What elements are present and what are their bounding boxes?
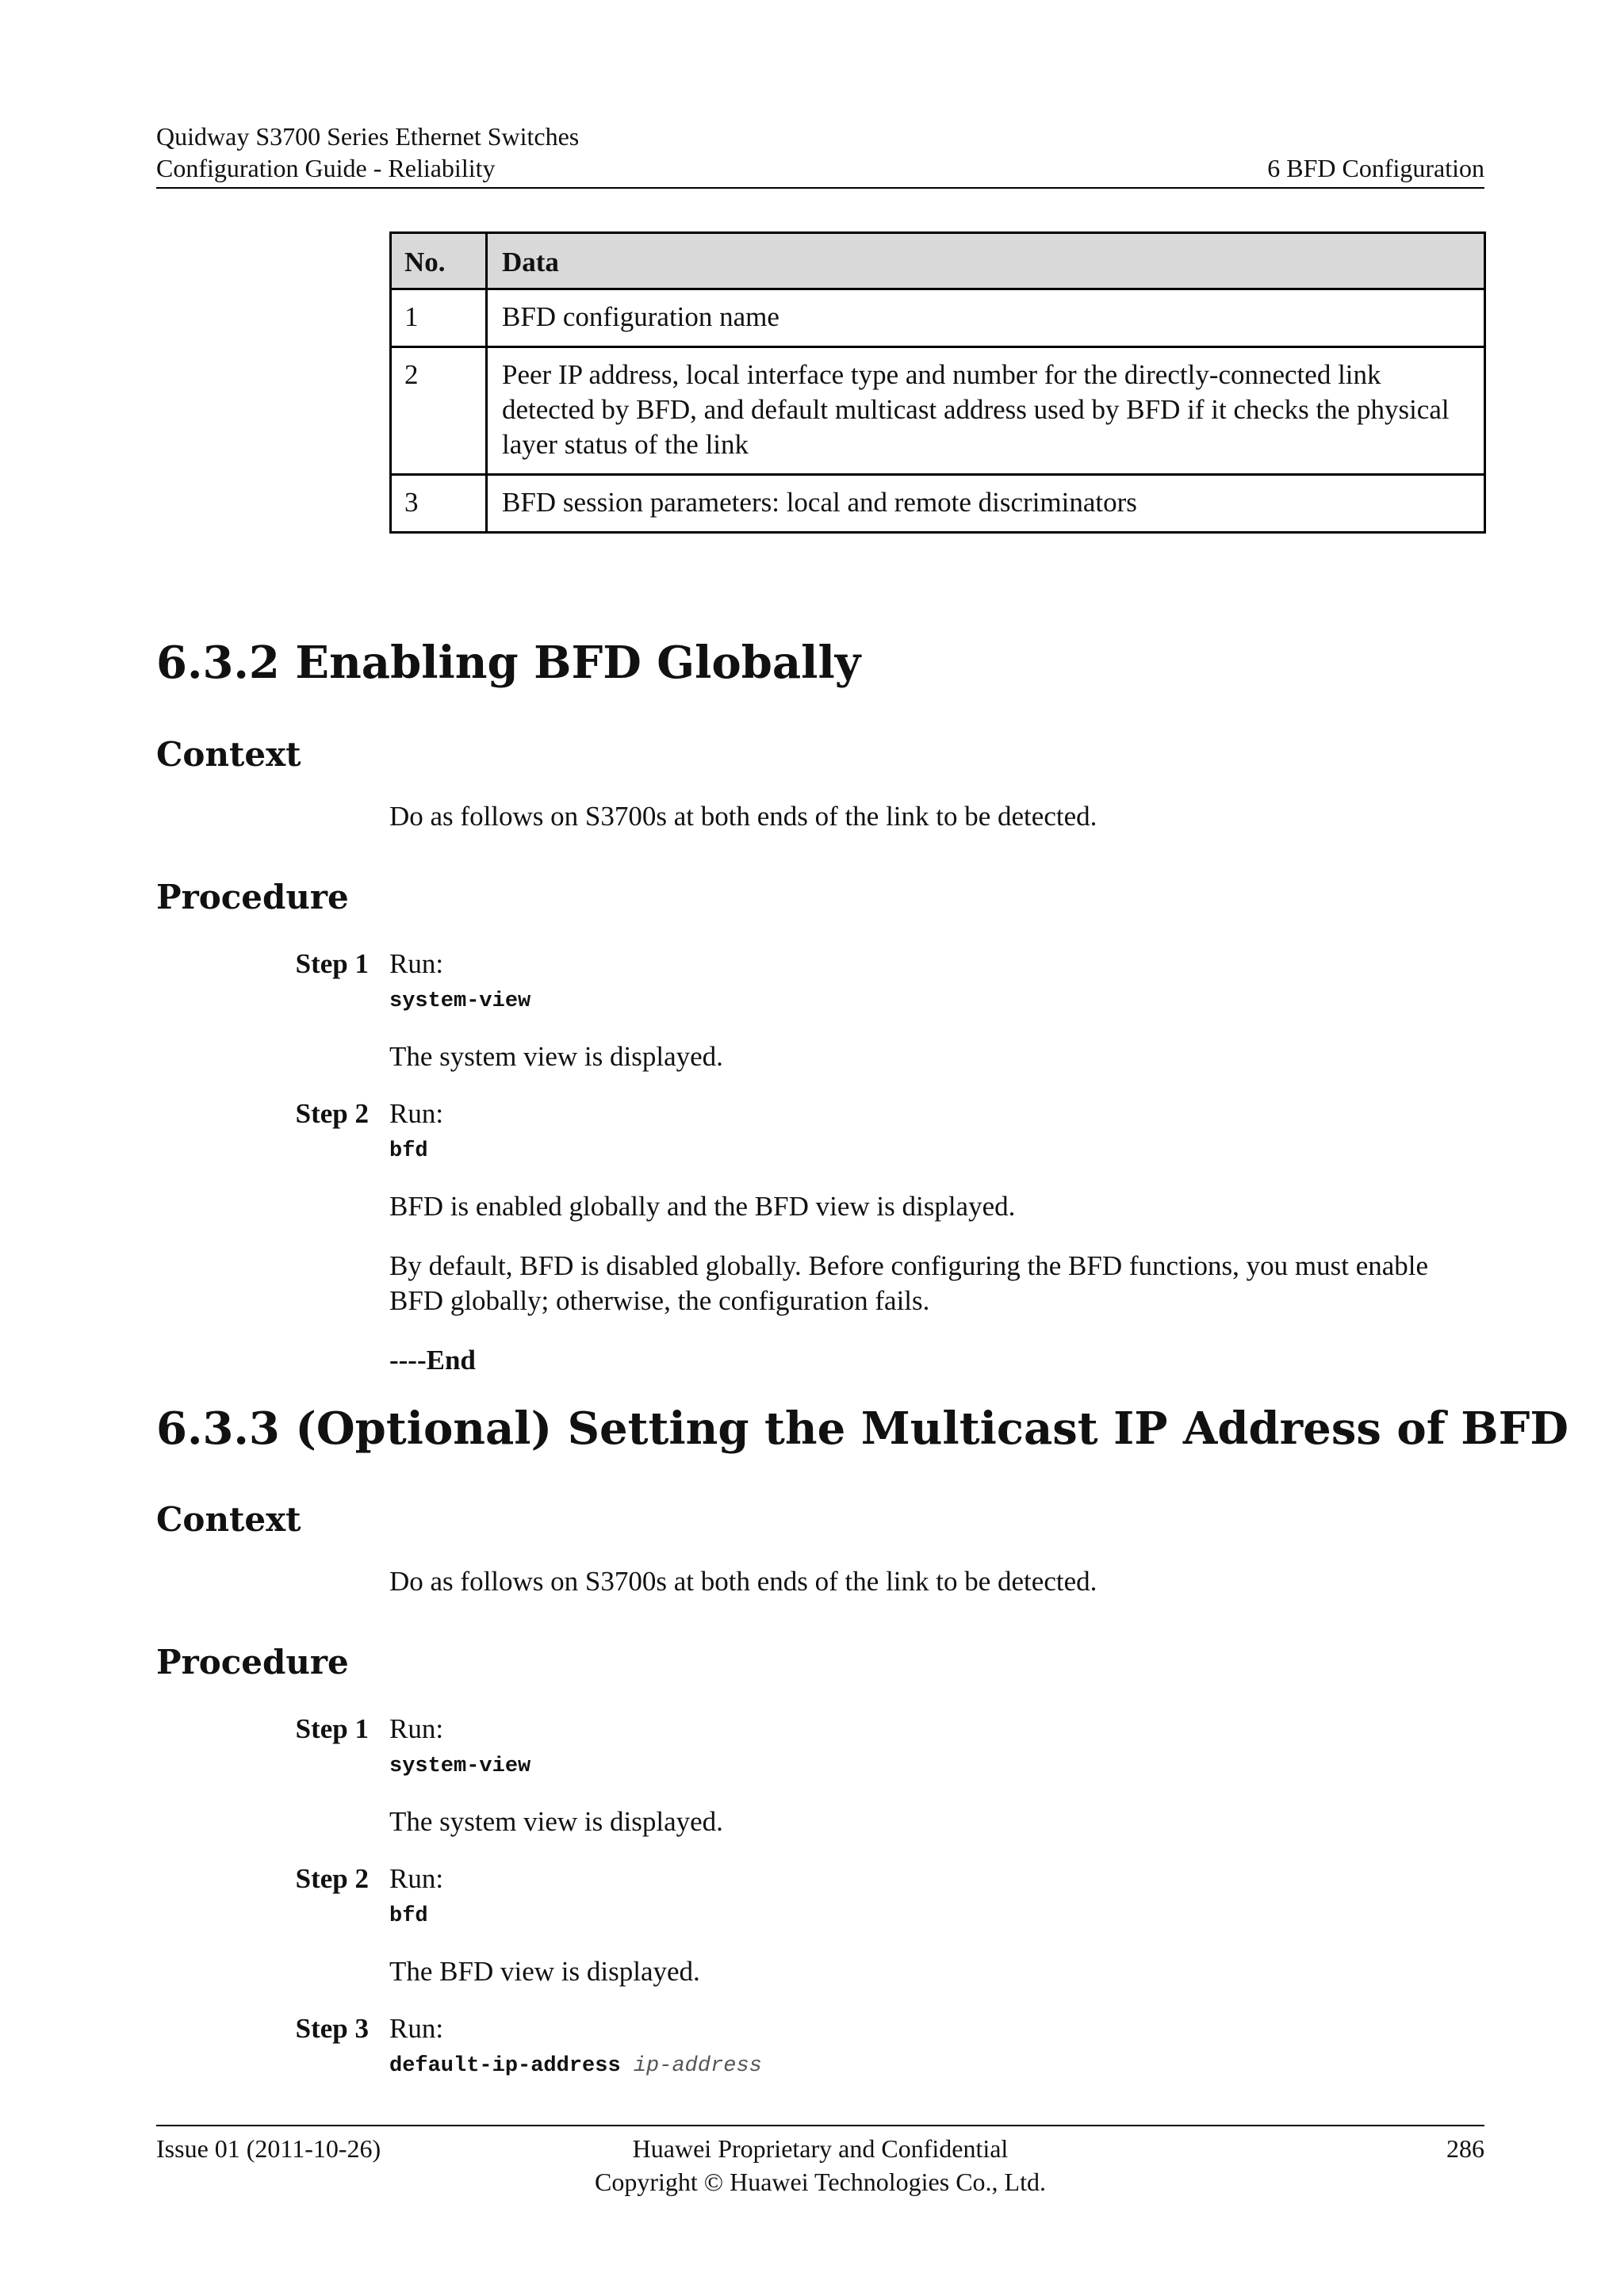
footer-copyright: Copyright © Huawei Technologies Co., Ltd. [595, 2168, 1046, 2196]
table-row [391, 347, 1485, 475]
step-label: Step 2 [295, 1863, 369, 1894]
command [389, 2052, 762, 2080]
table-cell-data: BFD session parameters: local and remote discriminators [487, 475, 1485, 533]
table-cell-no: 1 [391, 289, 487, 347]
step-note: The BFD view is displayed. [389, 1956, 700, 1987]
step-note: BFD is enabled globally and the BFD view is displayed. [389, 1191, 1016, 1222]
table-row [391, 289, 1485, 347]
step-note: The system view is displayed. [389, 1806, 723, 1837]
end-marker: ----End [389, 1345, 476, 1376]
table-cell-data: Peer IP address, local interface type and number for the directly-connected link detected by BFD, and default multicast address used by BFD if it checks the physical layer status of the link [487, 347, 1485, 475]
step-label: Step 1 [295, 1713, 369, 1744]
section-title: 6.3.3 (Optional) Setting the Multicast IP Address of BFD [156, 1402, 1568, 1455]
step-label: Step 2 [295, 1098, 369, 1129]
step-run-text: Run: [389, 1713, 444, 1744]
step-label: Step 1 [295, 948, 369, 979]
procedure-heading: Procedure [156, 878, 349, 916]
table-row [391, 475, 1485, 533]
table-header-row [391, 233, 1485, 289]
table-cell-data: BFD configuration name [487, 289, 1485, 347]
context-text: Do as follows on S3700s at both ends of the link to be detected. [389, 801, 1097, 832]
header-chapter: 6 BFD Configuration [1267, 154, 1484, 182]
table-cell-no: 3 [391, 475, 487, 533]
context-text: Do as follows on S3700s at both ends of the link to be detected. [389, 1566, 1097, 1597]
command: system-view [389, 1755, 531, 1778]
step-run-text: Run: [389, 2013, 444, 2044]
step-note: The system view is displayed. [389, 1041, 723, 1072]
page-footer [156, 2125, 1484, 2206]
page-number: 286 [1446, 2134, 1484, 2163]
section-title: 6.3.2 Enabling BFD Globally [156, 637, 861, 689]
header-product: Quidway S3700 Series Ethernet Switches [156, 122, 580, 151]
column-header: Data [487, 233, 1485, 289]
column-header: No. [391, 233, 487, 289]
header-guide: Configuration Guide - Reliability [156, 154, 496, 182]
command-argument: ip-address [633, 2054, 762, 2078]
context-heading: Context [156, 1500, 301, 1539]
page-header [156, 121, 1484, 189]
step-note: By default, BFD is disabled globally. Before configuring the BFD functions, you must enable BFD globally; otherwise, the configuration fails. [389, 1250, 1429, 1316]
step-label: Step 3 [295, 2013, 369, 2044]
command: bfd [389, 1139, 428, 1163]
procedure-heading: Procedure [156, 1643, 349, 1682]
command: bfd [389, 1904, 428, 1928]
footer-issue: Issue 01 (2011-10-26) [156, 2134, 381, 2163]
step-run-text: Run: [389, 1863, 444, 1894]
table-cell-no: 2 [391, 347, 487, 475]
step-run-text: Run: [389, 948, 444, 979]
footer-confidential: Huawei Proprietary and Confidential [632, 2134, 1009, 2163]
context-heading: Context [156, 735, 301, 774]
command: system-view [389, 989, 531, 1013]
step-run-text: Run: [389, 1098, 444, 1129]
data-table [389, 232, 1486, 534]
command-keyword: default-ip-address [389, 2054, 621, 2078]
